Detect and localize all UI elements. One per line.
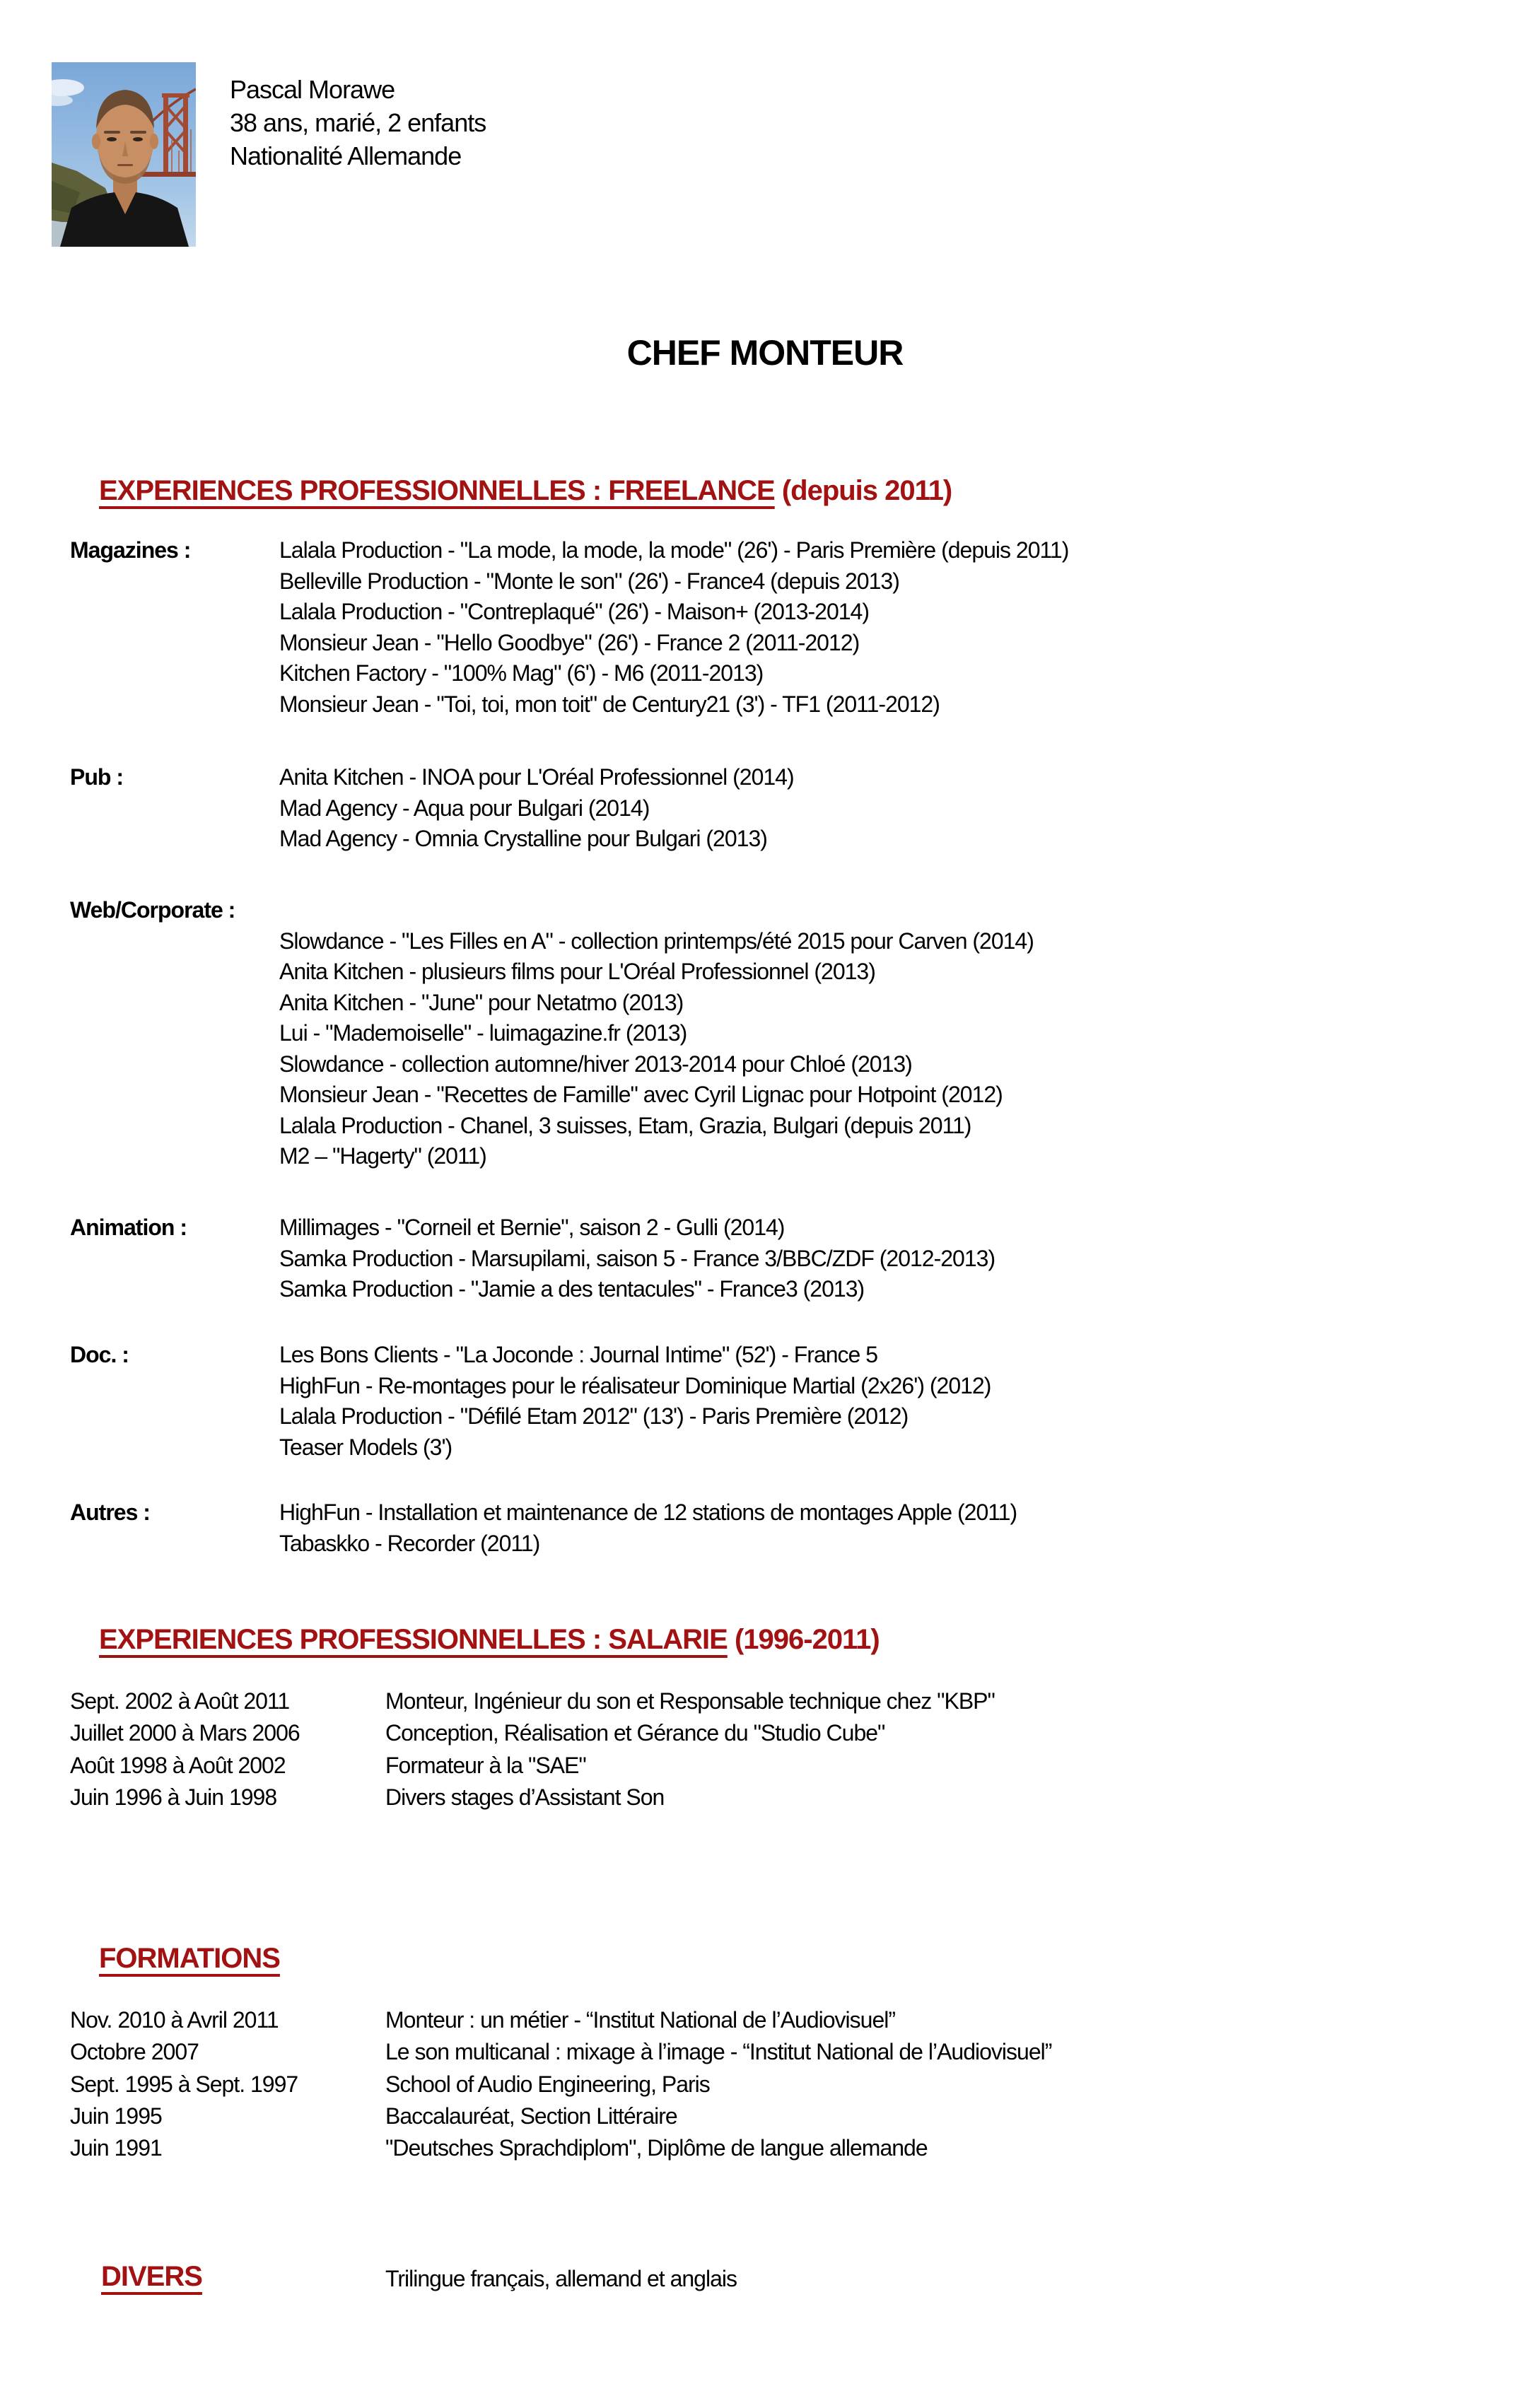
group-label-web-corporate: Web/Corporate : bbox=[70, 897, 235, 923]
experience-item: Teaser Models (3') bbox=[279, 1434, 452, 1460]
salarie-row bbox=[70, 1782, 665, 1813]
experience-item: HighFun - Re-montages pour le réalisateur Dominique Martial (2x26') (2012) bbox=[279, 1372, 991, 1398]
group-magazines bbox=[70, 535, 1068, 720]
experience-item: Samka Production - Marsupilami, saison 5 - France 3/BBC/ZDF (2012-2013) bbox=[279, 1245, 995, 1271]
section-heading-freelance bbox=[99, 475, 952, 507]
formation-row bbox=[70, 2004, 896, 2036]
experience-item: Lalala Production - Chanel, 3 suisses, Etam, Grazia, Bulgari (depuis 2011) bbox=[279, 1112, 971, 1138]
experience-item: Kitchen Factory - "100% Mag" (6') - M6 (2011-2013) bbox=[279, 660, 764, 686]
formation-row bbox=[70, 2069, 710, 2100]
group-label-magazines: Magazines : bbox=[70, 537, 191, 563]
group-doc bbox=[70, 1340, 991, 1463]
person-age-family: 38 ans, marié, 2 enfants bbox=[230, 108, 486, 137]
formation-period: Nov. 2010 à Avril 2011 bbox=[70, 2007, 279, 2033]
experience-item: M2 – "Hagerty" (2011) bbox=[279, 1143, 486, 1169]
formation-period: Sept. 1995 à Sept. 1997 bbox=[70, 2071, 298, 2097]
person-name: Pascal Morawe bbox=[230, 75, 395, 104]
experience-item: Monsieur Jean - "Toi, toi, mon toit" de Century21 (3') - TF1 (2011-2012) bbox=[279, 691, 940, 717]
experience-item: Monsieur Jean - "Hello Goodbye" (26') - France 2 (2011-2012) bbox=[279, 629, 860, 655]
group-pub bbox=[70, 762, 794, 855]
group-items-web-corporate bbox=[279, 895, 1034, 1172]
experience-item: Monsieur Jean - "Recettes de Famille" avec Cyril Lignac pour Hotpoint (2012) bbox=[279, 1082, 1003, 1107]
portrait-photo bbox=[52, 62, 196, 247]
experience-item: Belleville Production - "Monte le son" (26') - France4 (depuis 2013) bbox=[279, 568, 899, 594]
portrait-photo-art bbox=[52, 62, 196, 247]
experience-item: Slowdance - "Les Filles en A" - collection printemps/été 2015 pour Carven (2014) bbox=[279, 928, 1034, 954]
formation-period: Juin 1995 bbox=[70, 2103, 162, 2129]
group-items-pub bbox=[279, 762, 794, 855]
experience-item: Lalala Production - "Contreplaqué" (26') - Maison+ (2013-2014) bbox=[279, 599, 869, 624]
salarie-description: Monteur, Ingénieur du son et Responsable technique chez "KBP" bbox=[385, 1688, 995, 1714]
section-heading-freelance-suffix: (depuis 2011) bbox=[774, 475, 952, 506]
formations-rows bbox=[70, 2004, 1052, 2164]
section-heading-salarie-underlined: EXPERIENCES PROFESSIONNELLES : SALARIE bbox=[99, 1624, 728, 1655]
experience-item: Anita Kitchen - "June" pour Netatmo (2013) bbox=[279, 989, 684, 1015]
experience-item: Millimages - "Corneil et Bernie", saison 2 - Gulli (2014) bbox=[279, 1215, 785, 1240]
salarie-period: Août 1998 à Août 2002 bbox=[70, 1752, 286, 1778]
personal-info bbox=[230, 73, 486, 173]
salarie-description: Formateur à la "SAE" bbox=[385, 1752, 586, 1778]
group-autres bbox=[70, 1497, 1017, 1559]
group-items-doc bbox=[279, 1340, 991, 1463]
experience-item: Slowdance - collection automne/hiver 2013-2014 pour Chloé (2013) bbox=[279, 1051, 912, 1077]
section-heading-formations bbox=[99, 1943, 280, 1975]
formation-description: Le son multicanal : mixage à l’image - “Institut National de l’Audiovisuel” bbox=[385, 2039, 1052, 2065]
formation-description: School of Audio Engineering, Paris bbox=[385, 2071, 710, 2097]
salarie-period: Sept. 2002 à Août 2011 bbox=[70, 1688, 290, 1714]
experience-item: Mad Agency - Aqua pour Bulgari (2014) bbox=[279, 795, 650, 821]
formation-description: Monteur : un métier - “Institut National de l’Audiovisuel” bbox=[385, 2007, 896, 2033]
experience-item: Tabaskko - Recorder (2011) bbox=[279, 1530, 540, 1556]
section-heading-divers-underlined: DIVERS bbox=[101, 2261, 202, 2292]
formation-description: "Deutsches Sprachdiplom", Diplôme de langue allemande bbox=[385, 2135, 928, 2161]
salarie-rows bbox=[70, 1685, 995, 1813]
group-label-animation: Animation : bbox=[70, 1215, 187, 1240]
group-label-pub: Pub : bbox=[70, 764, 123, 790]
experience-item: Lui - "Mademoiselle" - luimagazine.fr (2013) bbox=[279, 1020, 687, 1046]
group-label-autres: Autres : bbox=[70, 1500, 150, 1525]
experience-item: Samka Production - "Jamie a des tentacules" - France3 (2013) bbox=[279, 1276, 865, 1302]
formation-period: Juin 1991 bbox=[70, 2135, 162, 2161]
salarie-row bbox=[70, 1750, 586, 1782]
group-web-corporate bbox=[70, 895, 1034, 1172]
section-heading-salarie bbox=[99, 1624, 880, 1656]
group-items-autres bbox=[279, 1497, 1017, 1559]
experience-item: Les Bons Clients - "La Joconde : Journal Intime" (52') - France 5 bbox=[279, 1342, 878, 1367]
experience-item: Lalala Production - "La mode, la mode, la mode" (26') - Paris Première (depuis 2011) bbox=[279, 537, 1069, 563]
salarie-period: Juin 1996 à Juin 1998 bbox=[70, 1784, 277, 1810]
salarie-description: Conception, Réalisation et Gérance du "Studio Cube" bbox=[385, 1720, 885, 1746]
group-items-magazines bbox=[279, 535, 1068, 720]
formation-row bbox=[70, 2132, 928, 2164]
formation-row bbox=[70, 2036, 1052, 2068]
experience-item: Anita Kitchen - INOA pour L'Oréal Professionnel (2014) bbox=[279, 764, 794, 790]
experience-item: Lalala Production - "Défilé Etam 2012" (13') - Paris Première (2012) bbox=[279, 1403, 909, 1429]
experience-item: Mad Agency - Omnia Crystalline pour Bulgari (2013) bbox=[279, 826, 767, 851]
divers-description: Trilingue français, allemand et anglais bbox=[385, 2266, 737, 2291]
salarie-description: Divers stages d’Assistant Son bbox=[385, 1784, 665, 1810]
salarie-row bbox=[70, 1685, 995, 1717]
salarie-period: Juillet 2000 à Mars 2006 bbox=[70, 1720, 300, 1746]
formation-row bbox=[70, 2100, 677, 2132]
page-title: CHEF MONTEUR bbox=[626, 333, 904, 373]
section-heading-divers bbox=[101, 2261, 202, 2293]
group-label-doc: Doc. : bbox=[70, 1342, 129, 1367]
group-animation bbox=[70, 1212, 995, 1305]
person-nationality: Nationalité Allemande bbox=[230, 141, 462, 170]
section-heading-freelance-underlined: EXPERIENCES PROFESSIONNELLES : FREELANCE bbox=[99, 475, 775, 506]
formation-description: Baccalauréat, Section Littéraire bbox=[385, 2103, 677, 2129]
formation-period: Octobre 2007 bbox=[70, 2039, 199, 2065]
section-heading-formations-underlined: FORMATIONS bbox=[99, 1943, 280, 1974]
experience-item: Anita Kitchen - plusieurs films pour L'Oréal Professionnel (2013) bbox=[279, 959, 875, 984]
experience-item: HighFun - Installation et maintenance de 12 stations de montages Apple (2011) bbox=[279, 1500, 1017, 1525]
salarie-row bbox=[70, 1717, 885, 1749]
group-items-animation bbox=[279, 1212, 995, 1305]
section-heading-salarie-suffix: (1996-2011) bbox=[727, 1624, 880, 1655]
